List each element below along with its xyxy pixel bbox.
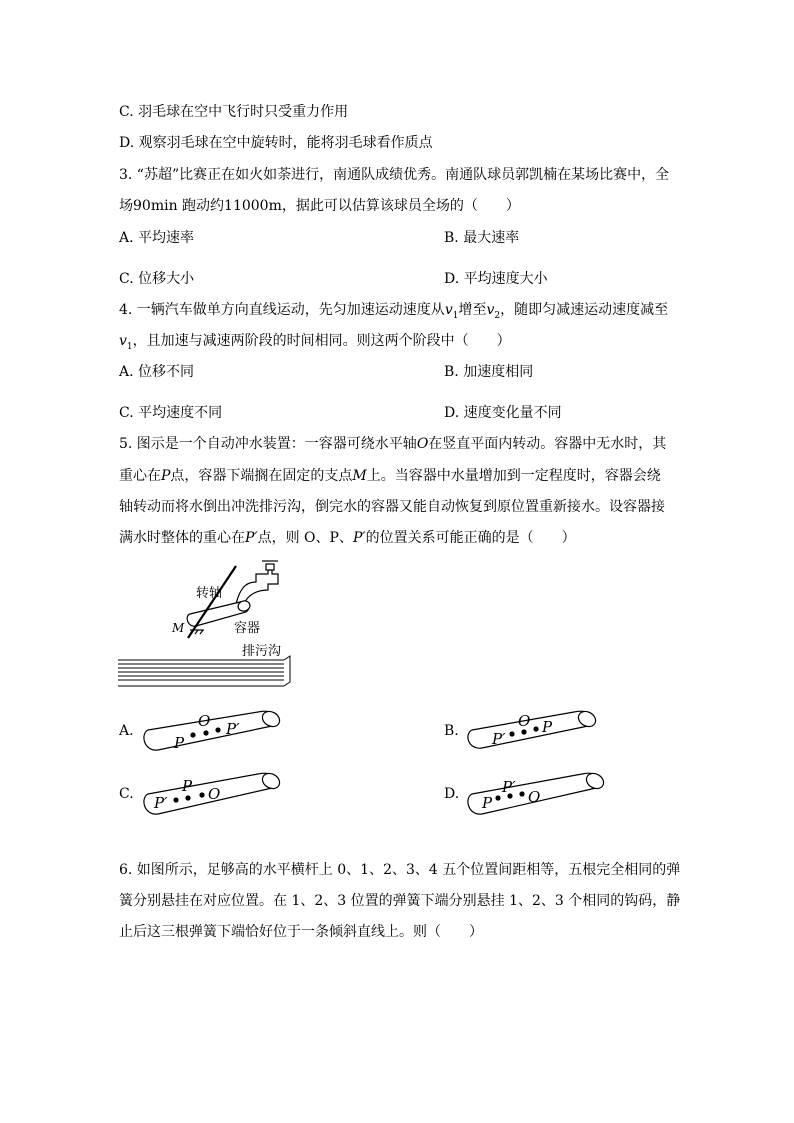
q3-stem-line2: 场90min 跑动约11000m，据此可以估算该球员全场的（ ） — [119, 198, 520, 214]
point-label: O — [198, 712, 211, 730]
var-pprime-2: P′ — [352, 530, 366, 546]
container-label: 容器 — [234, 621, 261, 636]
point-label: P — [482, 794, 493, 812]
point-label: P — [542, 718, 553, 736]
q5-option-b-figure — [464, 704, 614, 756]
q5-stem-line2 — [119, 466, 661, 486]
point-label: P′ — [502, 778, 516, 796]
q2-option-c: C. 羽毛球在空中飞行时只受重力作用 — [119, 104, 349, 120]
tube-outline — [468, 711, 593, 748]
q4-stem-line1 — [119, 300, 668, 326]
q5-stem-line3: 轴转动而将水倒出冲洗排污沟，倒完水的容器又能自动恢复到原位置重新接水。设容器接 — [119, 499, 665, 515]
q5-text-h: 的位置关系可能正确的是（ ） — [365, 530, 576, 546]
q3-option-c: C. 位移大小 — [119, 271, 195, 287]
point-label: P — [174, 734, 185, 752]
q5-option-a-letter: A. — [119, 723, 134, 739]
q6-stem-line2: 簧分别悬挂在对应位置。在 1、2、3 位置的弹簧下端分别悬挂 1、2、3 个相同的钩码，静 — [119, 893, 681, 909]
dot — [519, 791, 524, 796]
var-v1-again-sub: 1 — [126, 341, 133, 352]
faucet-icon — [236, 561, 278, 604]
q5-option-d-figure — [464, 766, 614, 818]
q4-stem-line2 — [119, 331, 511, 357]
tube-outline — [144, 711, 277, 750]
q3-stem-line1: 3. “苏超”比赛正在如火如荼进行，南通队成绩优秀。南通队球员郭凯楠在某场比赛中，全 — [119, 167, 670, 183]
point-label: P′ — [154, 794, 168, 812]
pivot-m-label: M — [172, 621, 185, 635]
point-label: O — [528, 788, 541, 806]
q5-text-a: 5. 图示是一个自动冲水装置：一容器可绕水平轴 — [119, 436, 417, 452]
dot — [215, 727, 220, 732]
q4-option-b: B. 加速度相同 — [444, 364, 534, 380]
q5-option-b-letter: B. — [444, 723, 459, 739]
q5-option-a-figure — [140, 704, 290, 756]
var-v1: v — [444, 302, 453, 318]
var-v2: v — [486, 302, 495, 318]
axis-label: 转轴 — [196, 586, 223, 601]
var-p: P — [161, 468, 171, 484]
q4-option-a: A. 位移不同 — [119, 364, 195, 380]
dot — [533, 726, 538, 731]
var-o: O — [416, 436, 429, 452]
q3-option-b: B. 最大速率 — [444, 230, 520, 246]
q5-text-d: 点，容器下端搁在固定的支点 — [170, 468, 353, 484]
dot — [199, 792, 204, 797]
q6-stem-line1: 6. 如图所示，足够高的水平横杆上 0、1、2、3、4 五个位置间距相等，五根完全相同的弹 — [119, 862, 681, 878]
q5-stem-line1 — [119, 434, 666, 454]
q5-device-figure — [118, 560, 308, 695]
q3-option-a: A. 平均速率 — [119, 230, 195, 246]
q4-text-a: 4. 一辆汽车做单方向直线运动，先匀加速运动速度从 — [119, 302, 445, 318]
q4-text-b: 增至 — [458, 302, 487, 318]
point-label: P′ — [492, 730, 506, 748]
q5-text-g: 点，则 O、P、 — [257, 530, 353, 546]
var-v1-again: v — [119, 333, 127, 349]
dot — [509, 731, 514, 736]
q5-stem-line4 — [119, 528, 576, 548]
q5-option-c-letter: C. — [119, 786, 134, 802]
dot — [495, 795, 500, 800]
var-pprime: P′ — [245, 530, 258, 546]
dot — [190, 732, 195, 737]
q4-text-c: ，随即匀减速运动速度减至 — [500, 302, 669, 318]
q4-option-c: C. 平均速度不同 — [119, 405, 223, 421]
q4-option-d: D. 速度变化量不同 — [444, 405, 562, 421]
q5-text-c: 重心在 — [119, 468, 161, 484]
rotation-axis-rod — [188, 566, 236, 638]
q2-option-d: D. 观察羽毛球在空中旋转时，能将羽毛球看作质点 — [119, 135, 433, 151]
q3-option-d: D. 平均速度大小 — [444, 271, 548, 287]
q5-text-e: 上。当容器中水量增加到一定程度时，容器会绕 — [366, 468, 661, 484]
point-label: O — [518, 712, 531, 730]
point-label: O — [208, 785, 221, 803]
q5-text-f: 满水时整体的重心在 — [119, 530, 245, 546]
dot — [173, 797, 178, 802]
dot — [521, 729, 526, 734]
q5-option-c-figure — [140, 766, 290, 818]
dot — [203, 730, 208, 735]
ditch-label: 排污沟 — [242, 644, 282, 659]
var-v2-sub: 2 — [494, 310, 501, 321]
drainage-ditch — [118, 656, 290, 686]
q4-text-d: ，且加速与减速两阶段的时间相同。则这两个阶段中（ ） — [132, 333, 511, 349]
q6-stem-line3: 止后这三根弹簧下端恰好位于一条倾斜直线上。则（ ） — [119, 924, 483, 940]
var-v1-sub: 1 — [452, 310, 459, 321]
dot — [185, 795, 190, 800]
q5-text-b: 在竖直平面内转动。容器中无水时，其 — [428, 436, 667, 452]
point-label: P — [182, 777, 193, 795]
point-label: P′ — [226, 720, 240, 738]
q5-option-d-letter: D. — [444, 786, 460, 802]
var-m: M — [352, 468, 367, 484]
